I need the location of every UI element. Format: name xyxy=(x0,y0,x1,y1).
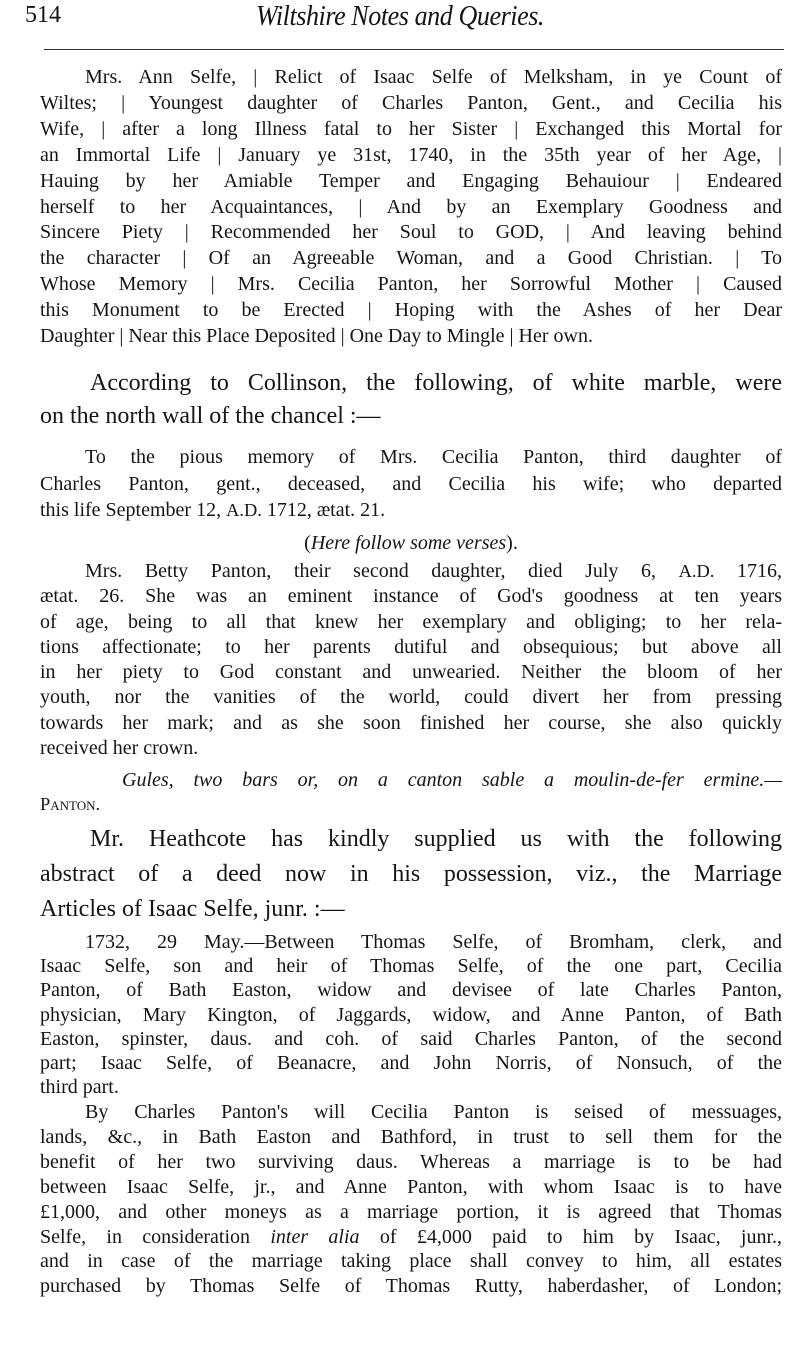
text-line: third part. xyxy=(40,1076,119,1099)
text-line: ætat. 26. She was an eminent instance of God's goodness at ten years xyxy=(40,585,782,608)
text-line: Wife, | after a long Illness fatal to her Sister | Exchanged this Mortal for xyxy=(40,117,782,140)
text-line xyxy=(40,768,782,792)
text-line: between Isaac Selfe, jr., and Anne Panton, with whom Isaac is to have xyxy=(40,1175,782,1198)
page-number: 514 xyxy=(25,2,61,28)
text-line: Isaac Selfe, son and heir of Thomas Selfe, of the one part, Cecilia xyxy=(40,955,782,978)
monument-inscription-ann-selfe xyxy=(40,65,782,350)
text-line xyxy=(40,1225,782,1250)
text-segment: Mrs. Betty Panton, their second daughter, died July 6, xyxy=(85,560,679,582)
text-line: received her crown. xyxy=(40,737,199,760)
text-line: purchased by Thomas Selfe of Thomas Rutty, haberdasher, of London; xyxy=(40,1275,782,1298)
text-line: physician, Mary Kington, of Jaggards, widow, and Anne Panton, of Bath xyxy=(40,1003,782,1026)
text-line: youth, nor the vanities of the world, could divert her from pressing xyxy=(40,686,782,709)
inscription-betty-panton xyxy=(40,559,782,761)
deed-parties xyxy=(40,930,782,1099)
text-line: the character | Of an Agreeable Woman, and a Good Christian. | To xyxy=(40,247,782,270)
text-segment: of £4,000 paid to him by Isaac, junr., xyxy=(359,1225,782,1248)
text-line: Hauing by her Amiable Temper and Engaging Behauiour | Endeared xyxy=(40,169,782,192)
inscription-cecilia-panton xyxy=(40,444,782,524)
arms-panton xyxy=(40,768,782,816)
text-line: towards her mark; and as she soon finished her course, she also quickly xyxy=(40,711,782,734)
running-title: Wiltshire Notes and Queries. xyxy=(255,0,545,32)
text-line: tions affectionate; to her parents dutiful and obsequious; but above all xyxy=(40,635,782,658)
italic-text: inter alia xyxy=(270,1225,360,1248)
text-line: Easton, spinster, daus. and coh. of said Charles Panton, of the second xyxy=(40,1027,782,1050)
text-segment: Selfe, in consideration xyxy=(40,1225,271,1248)
verses-note xyxy=(40,530,782,556)
deed-terms xyxy=(40,1100,782,1299)
text-line: According to Collinson, the following, of white marble, were xyxy=(90,370,782,396)
text-line: Articles of Isaac Selfe, junr. :— xyxy=(40,896,345,922)
text-line: part; Isaac Selfe, of Beanacre, and John Norris, of Nonsuch, of the xyxy=(40,1052,782,1075)
text-line: lands, &c., in Bath Easton and Bathford, in trust to sell them for the xyxy=(40,1125,782,1148)
text-segment: ( xyxy=(304,532,311,554)
text-line: on the north wall of the chancel :— xyxy=(40,403,381,429)
text-line: Mr. Heathcote has kindly supplied us with the following xyxy=(90,826,782,852)
text-line: and in case of the marriage taking place shall convey to him, all estates xyxy=(40,1250,782,1273)
text-line: of age, being to all that knew her exemplary and obliging; to her rela- xyxy=(40,610,782,633)
text-line xyxy=(40,792,782,816)
text-line: Whose Memory | Mrs. Cecilia Panton, her Sorrowful Mother | Caused xyxy=(40,273,782,296)
text-line: Charles Panton, gent., deceased, and Cecilia his wife; who departed xyxy=(40,472,782,495)
text-line: To the pious memory of Mrs. Cecilia Panton, third daughter of xyxy=(85,446,782,468)
text-line: 1732, 29 May.—Between Thomas Selfe, of Bromham, clerk, and xyxy=(85,931,782,953)
small-caps-text: A.D. xyxy=(678,561,715,581)
small-caps-text: Panton. xyxy=(40,794,101,814)
text-line: By Charles Panton's will Cecilia Panton is seised of messuages, xyxy=(85,1101,782,1123)
section-heading-collinson xyxy=(40,367,782,433)
text-line: an Immortal Life | January ye 31st, 1740, in the 35th year of her Age, | xyxy=(40,143,782,166)
text-line: herself to her Acquaintances, | And by an Exemplary Goodness and xyxy=(40,195,782,218)
text-line: £1,000, and other moneys as a marriage portion, it is agreed that Thomas xyxy=(40,1200,782,1223)
text-segment: 1712, ætat. 21. xyxy=(261,499,386,521)
text-line: benefit of her two surviving daus. Whereas a marriage is to be had xyxy=(40,1150,782,1173)
text-segment: this life September 12, xyxy=(40,499,227,521)
text-line: Sincere Piety | Recommended her Soul to GOD, | And leaving behind xyxy=(40,221,782,244)
header-rule xyxy=(44,49,784,50)
text-line: this Monument to be Erected | Hoping with the Ashes of her Dear xyxy=(40,299,782,322)
text-line xyxy=(40,497,782,524)
text-line: Daughter | Near this Place Deposited | One Day to Mingle | Her own. xyxy=(40,325,593,348)
text-line: abstract of a deed now in his possession, viz., the Marriage xyxy=(40,861,782,887)
text-segment: 1716, xyxy=(714,560,783,582)
text-line xyxy=(40,530,782,556)
italic-text: Gules, two bars or, on a canton sable a moulin-de-fer ermine.— xyxy=(122,769,782,791)
text-line: Panton, of Bath Easton, widow and devisee of late Charles Panton, xyxy=(40,979,782,1002)
text-segment: ). xyxy=(506,532,518,554)
text-line: Wiltes; | Youngest daughter of Charles Panton, Gent., and Cecilia his xyxy=(40,91,782,114)
italic-text: Here follow some verses xyxy=(310,532,507,554)
section-heading-heathcote xyxy=(40,822,782,927)
text-line xyxy=(40,559,782,584)
text-line: in her piety to God constant and unwearied. Neither the bloom of her xyxy=(40,661,782,684)
text-line: Mrs. Ann Selfe, | Relict of Isaac Selfe of Melksham, in ye Count of xyxy=(85,66,782,88)
small-caps-text: A.D. xyxy=(226,500,262,520)
